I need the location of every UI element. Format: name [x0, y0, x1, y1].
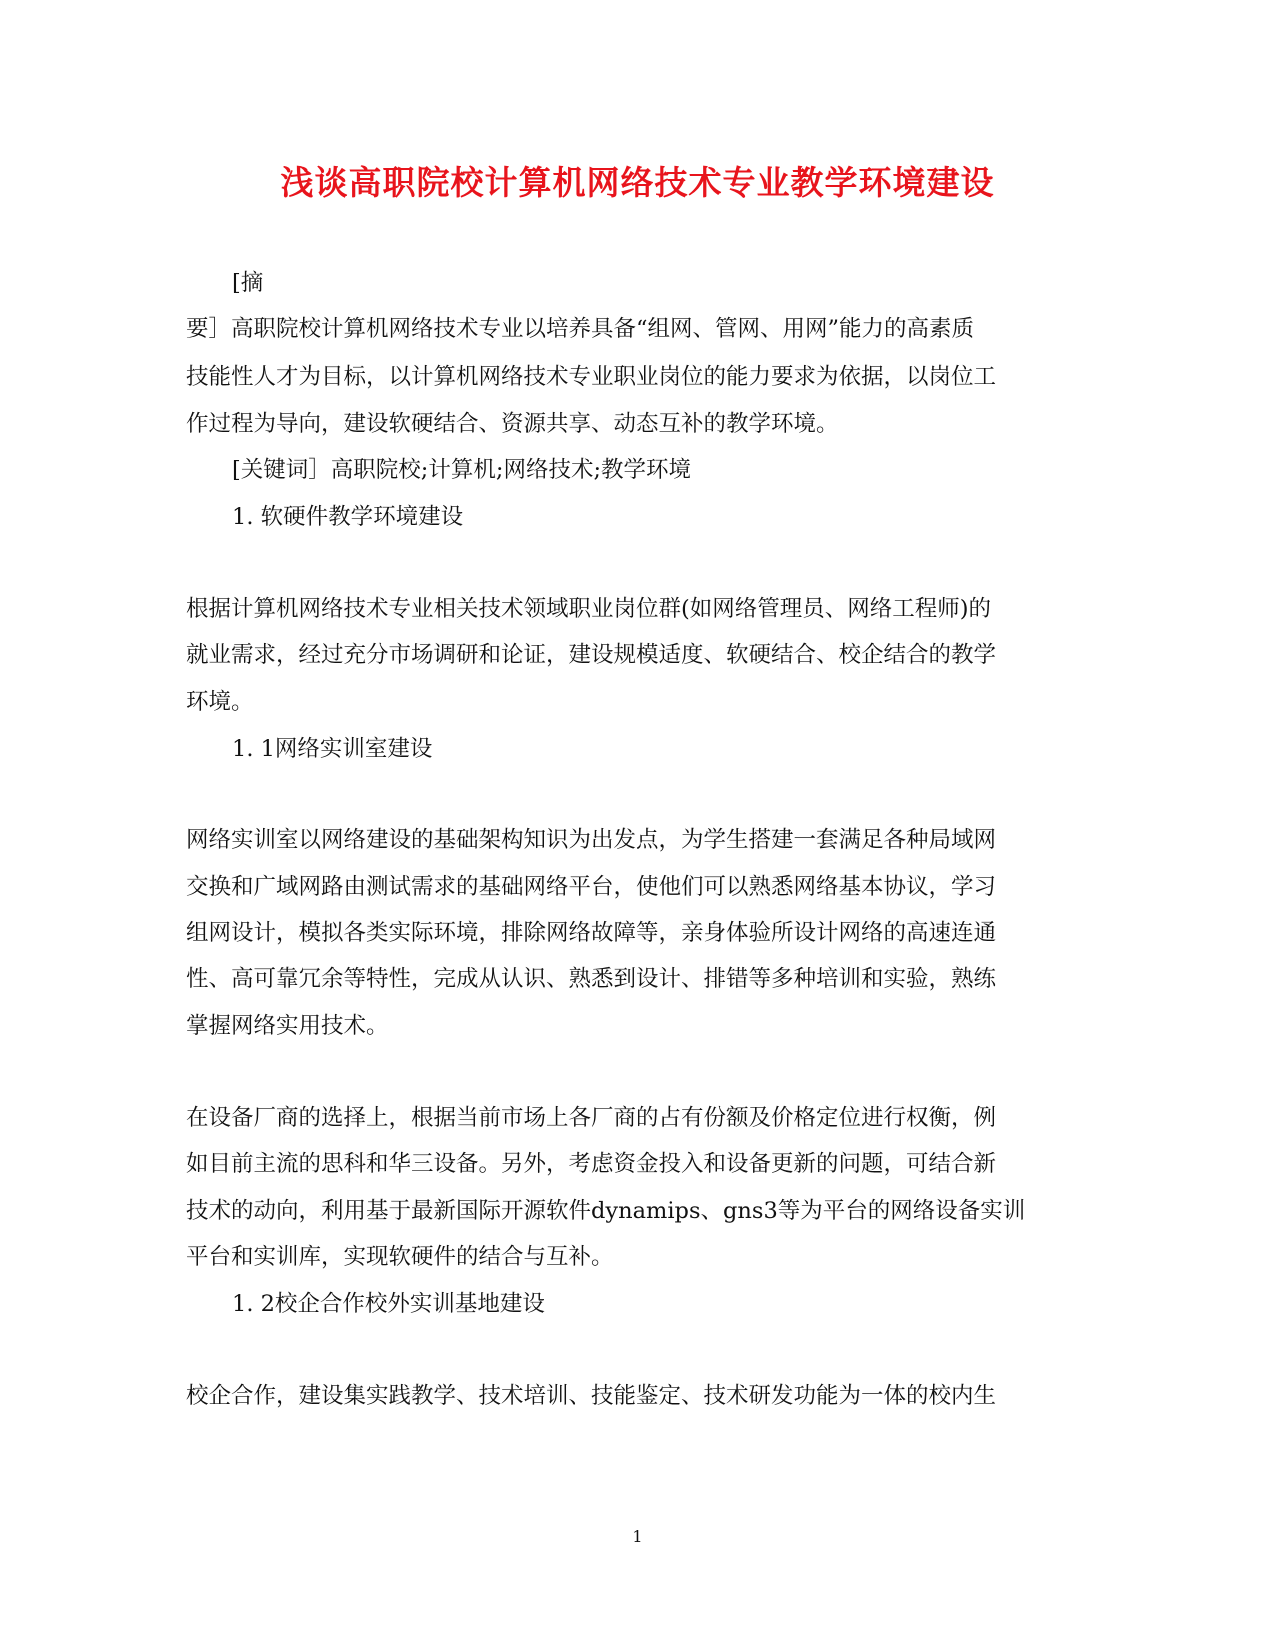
- paragraph-line: 就业需求，经过充分市场调研和论证，建设规模适度、软硬结合、校企结合的教学: [186, 642, 997, 668]
- page-number: 1: [632, 1527, 643, 1546]
- section-heading: 1. 2校企合作校外实训基地建设: [232, 1291, 545, 1317]
- section-heading: 1. 1网络实训室建设: [232, 736, 433, 762]
- paragraph-line: 如目前主流的思科和华三设备。另外，考虑资金投入和设备更新的问题，可结合新: [186, 1151, 997, 1177]
- abstract-line: 技能性人才为目标，以计算机网络技术专业职业岗位的能力要求为依据，以岗位工: [186, 364, 997, 390]
- paragraph-line: 技术的动向，利用基于最新国际开源软件dynamips、gns3等为平台的网络设备实训: [186, 1198, 1026, 1224]
- paragraph-line: 网络实训室以网络建设的基础架构知识为出发点，为学生搭建一套满足各种局域网: [186, 827, 997, 853]
- keywords: [关键词］高职院校;计算机;网络技术;教学环境: [232, 457, 692, 483]
- abstract-line: 作过程为导向，建设软硬结合、资源共享、动态互补的教学环境。: [186, 411, 839, 437]
- paragraph-line: 根据计算机网络技术专业相关技术领域职业岗位群(如网络管理员、网络工程师)的: [186, 596, 992, 622]
- paragraph-line: 校企合作，建设集实践教学、技术培训、技能鉴定、技术研发功能为一体的校内生: [186, 1383, 997, 1409]
- paragraph-line: 平台和实训库，实现软硬件的结合与互补。: [186, 1244, 614, 1270]
- paragraph-line: 交换和广域网路由测试需求的基础网络平台，使他们可以熟悉网络基本协议，学习: [186, 874, 997, 900]
- paragraph-line: 环境。: [186, 689, 254, 715]
- paragraph-line: 掌握网络实用技术。: [186, 1013, 389, 1039]
- abstract-line: 要］高职院校计算机网络技术专业以培养具备“组网、管网、用网”能力的高素质: [186, 316, 975, 342]
- paragraph-line: 性、高可靠冗余等特性，完成从认识、熟悉到设计、排错等多种培训和实验，熟练: [186, 966, 997, 992]
- section-heading: 1. 软硬件教学环境建设: [232, 504, 464, 530]
- paragraph-line: 组网设计，模拟各类实际环境，排除网络故障等，亲身体验所设计网络的高速连通: [186, 920, 997, 946]
- paragraph-line: 在设备厂商的选择上，根据当前市场上各厂商的占有份额及价格定位进行权衡，例: [186, 1105, 997, 1131]
- abstract-label: [摘: [232, 270, 264, 296]
- document-title: 浅谈高职院校计算机网络技术专业教学环境建设: [280, 163, 995, 202]
